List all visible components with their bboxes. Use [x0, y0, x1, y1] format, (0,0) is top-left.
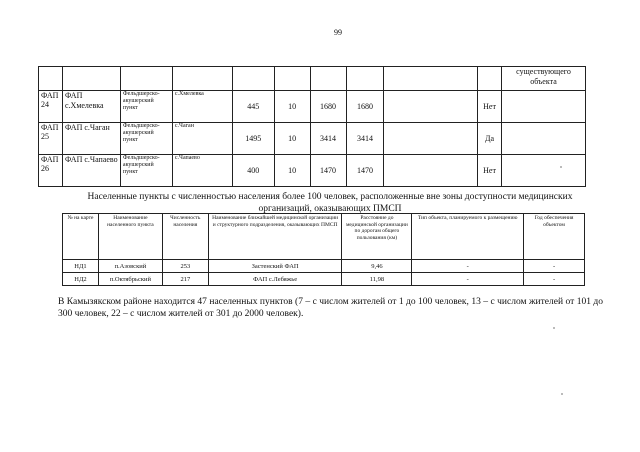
facility-distance: 10 [274, 123, 310, 155]
settlement-population: 217 [162, 273, 208, 286]
scan-speck [553, 327, 555, 329]
settlement-population: 253 [162, 260, 208, 273]
facility-status: Да [478, 123, 502, 155]
facilities-table [38, 66, 586, 187]
facility-location: с.Чаган [172, 123, 232, 155]
scan-speck [560, 166, 562, 168]
facility-status: Нет [478, 91, 502, 123]
summary-paragraph: В Камызякском районе находится 47 населенных пунктов (7 – с числом жителей от 1 до 100 человек, 13 – с числом жителей от 101 до 300 человек, 22 – с числом жителей от 301 до 2000 человек). [58, 297, 603, 319]
scan-speck [561, 393, 563, 395]
facilities-header-cell: существующего объекта [502, 67, 586, 91]
facility-location: с.Чапаево [172, 155, 232, 187]
column-header: Наименование населенного пункта [98, 214, 162, 260]
settlement-distance: 9,46 [342, 260, 412, 273]
facility-distance: 10 [274, 155, 310, 187]
settlement-distance: 11,98 [342, 273, 412, 286]
facilities-header-row [39, 67, 586, 91]
table-row [39, 91, 586, 123]
settlement-id: НД2 [63, 273, 99, 286]
table-row [39, 123, 586, 155]
column-header: Расстояние до медицинской организации по дорогам общего пользования (км) [342, 214, 412, 260]
facility-index: ФАП 25 [39, 123, 63, 155]
facility-type: Фельдшерско-акушерский пункт [120, 123, 172, 155]
column-header: Тип объекта, планируемого к размещению [412, 214, 524, 260]
column-header: Наименование ближайшей медицинской организации и структурного подразделения, оказывающих ПМСП [208, 214, 342, 260]
facility-type: Фельдшерско-акушерский пункт [120, 155, 172, 187]
facility-value-2: 3414 [346, 123, 384, 155]
facility-name: ФАП с.Чаган [62, 123, 120, 155]
facility-distance: 10 [274, 91, 310, 123]
settlement-type: - [412, 260, 524, 273]
facility-value-1: 3414 [310, 123, 346, 155]
settlement-name: п.Октябрьский [98, 273, 162, 286]
settlement-id: НД1 [63, 260, 99, 273]
settlement-year: - [524, 273, 585, 286]
settlement-type: - [412, 273, 524, 286]
settlements-table [62, 213, 585, 286]
facility-population: 445 [232, 91, 274, 123]
settlement-name: п.Азовский [98, 260, 162, 273]
facility-value-2: 1470 [346, 155, 384, 187]
table-row [39, 155, 586, 187]
facility-name: ФАП с.Чапаево [62, 155, 120, 187]
facility-type: Фельдшерско-акушерский пункт [120, 91, 172, 123]
facility-value-1: 1470 [310, 155, 346, 187]
settlement-org: ФАП с.Лебяжье [208, 273, 342, 286]
facility-location: с.Хмелевка [172, 91, 232, 123]
facility-name: ФАП с.Хмелевка [62, 91, 120, 123]
facility-value-1: 1680 [310, 91, 346, 123]
facility-population: 400 [232, 155, 274, 187]
facility-population: 1495 [232, 123, 274, 155]
table-row [63, 260, 585, 273]
settlement-org: Застенский ФАП [208, 260, 342, 273]
facility-value-2: 1680 [346, 91, 384, 123]
facility-index: ФАП 24 [39, 91, 63, 123]
settlements-header-row [63, 214, 585, 260]
column-header: № на карте [63, 214, 99, 260]
settlement-year: - [524, 260, 585, 273]
page-number: 99 [334, 28, 342, 37]
facility-index: ФАП 26 [39, 155, 63, 187]
table-row [63, 273, 585, 286]
column-header: Год обеспечения объектом [524, 214, 585, 260]
facility-status: Нет [478, 155, 502, 187]
section-heading: Населенные пункты с численностью населения более 100 человек, расположенные вне зоны доступности медицинских организаций, оказывающих ПМСП [87, 192, 573, 214]
column-header: Численность населения [162, 214, 208, 260]
